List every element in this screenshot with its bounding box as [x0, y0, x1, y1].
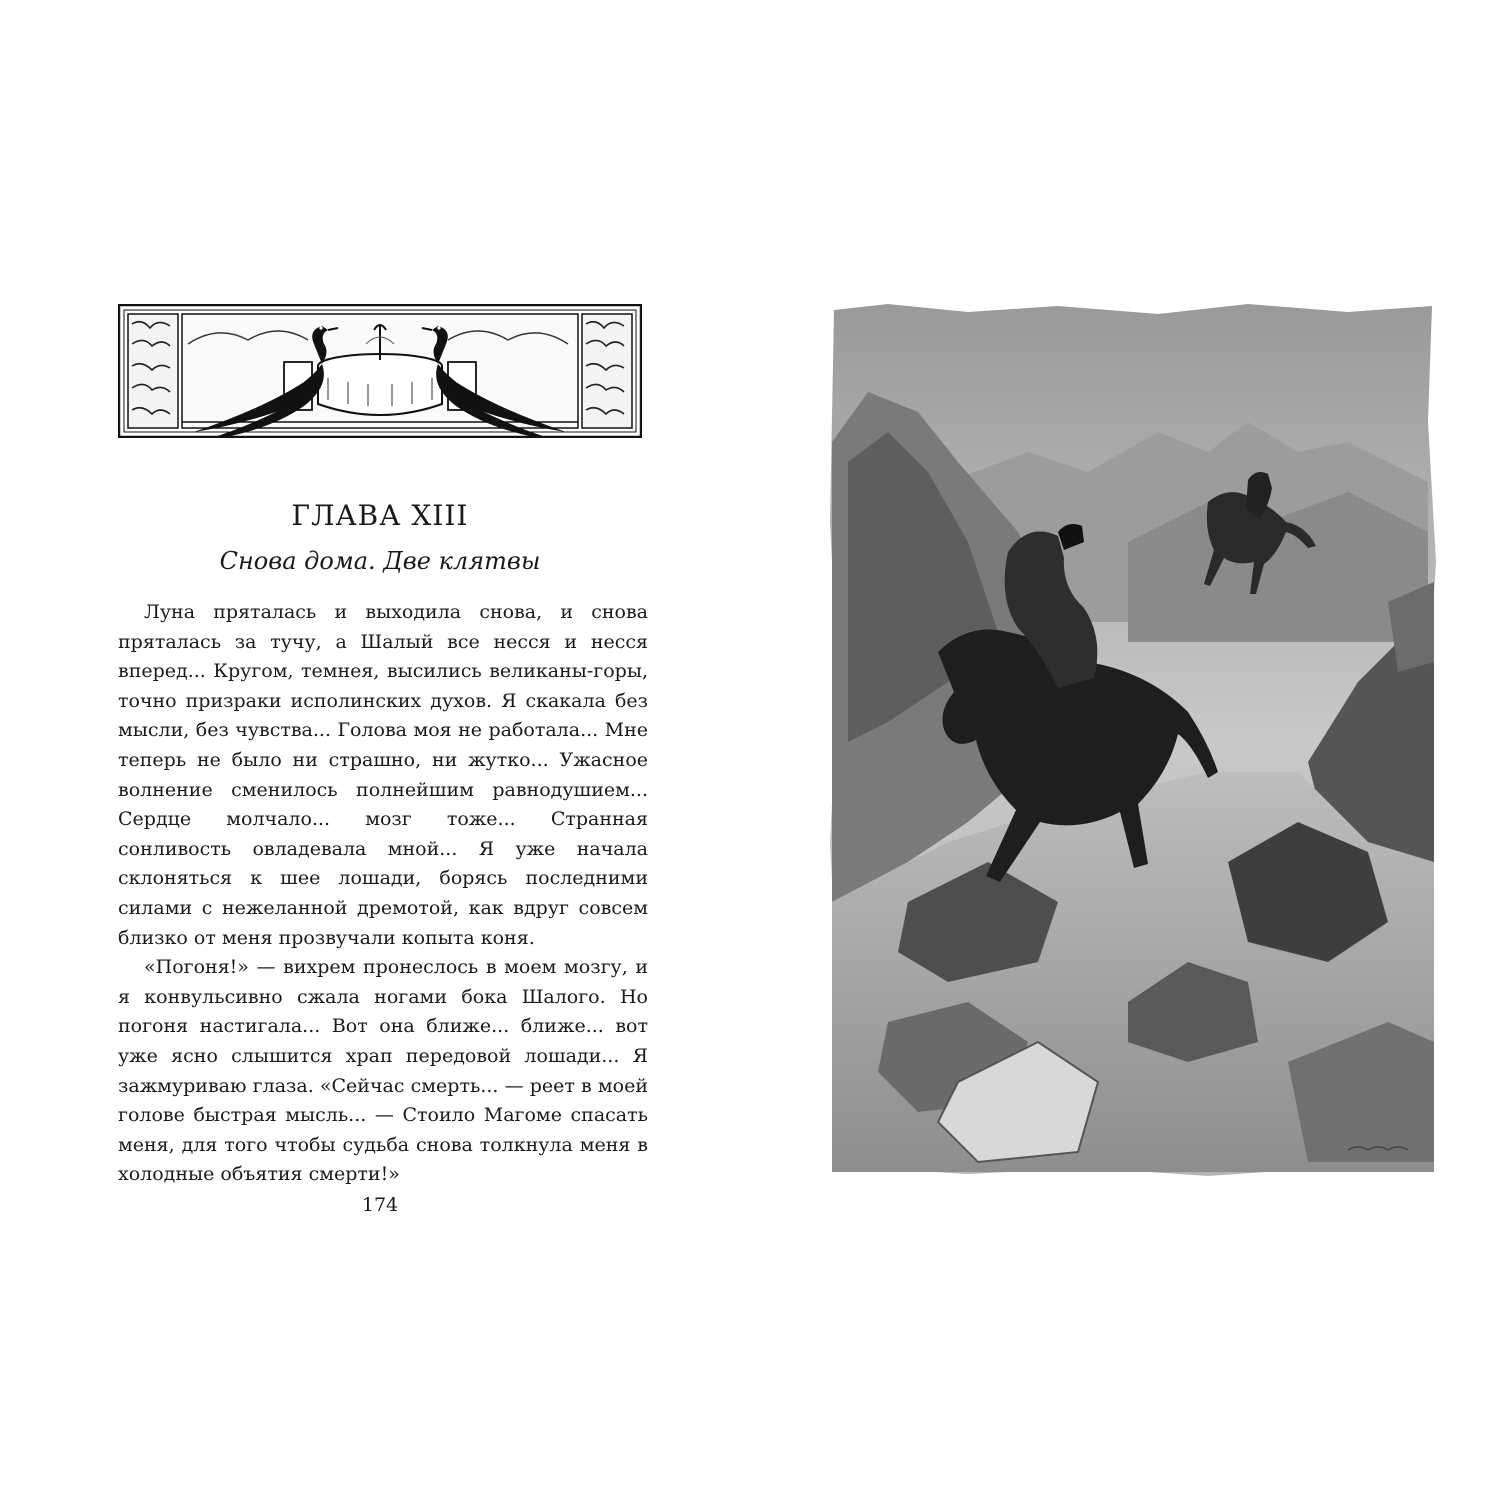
- chapter-subtitle: Снова дома. Две клятвы: [219, 547, 541, 575]
- chapter-title: ГЛАВА XIII: [291, 499, 469, 532]
- paragraph: Луна пряталась и выходила снова, и снова пряталась за тучу, а Шалый все несся и несся вперед... Кругом, темнея, высились великаны-горы, точно призраки исполинских духов. Я скакала без мысли, без чувства... Голова моя не работала... Мне теперь не было ни страшно, ни жутко... Ужасное волнение сменилось полнейшим равнодушием... Сердце молчало... мозг тоже... Странная сонливость овладевала мной... Я уже начала склоняться к шее лошади, борясь последними силами с нежеланной дремотой, как вдруг совсем близко от меня прозвучали копыта коня.: [118, 601, 648, 949]
- page-number: 174: [361, 1194, 399, 1216]
- body-text: [118, 598, 648, 1190]
- mountain-horse-chase-illustration-icon: [828, 302, 1438, 1178]
- right-page: [750, 0, 1500, 1500]
- peacock-fountain-headpiece-icon: [118, 304, 642, 438]
- paragraph: «Погоня!» — вихрем пронеслось в моем мозгу, и я конвульсивно сжала ногами бока Шалого. Но погоня настигала... Вот она ближе... ближе... вот уже ясно слышится храп передовой лошади... Я зажмуриваю глаза. «Сейчас смерть... — реет в моей голове быстрая мысль... — Стоило Магоме спасать меня, для того чтобы судьба снова толкнула меня в холодные объятия смерти!»: [118, 956, 648, 1186]
